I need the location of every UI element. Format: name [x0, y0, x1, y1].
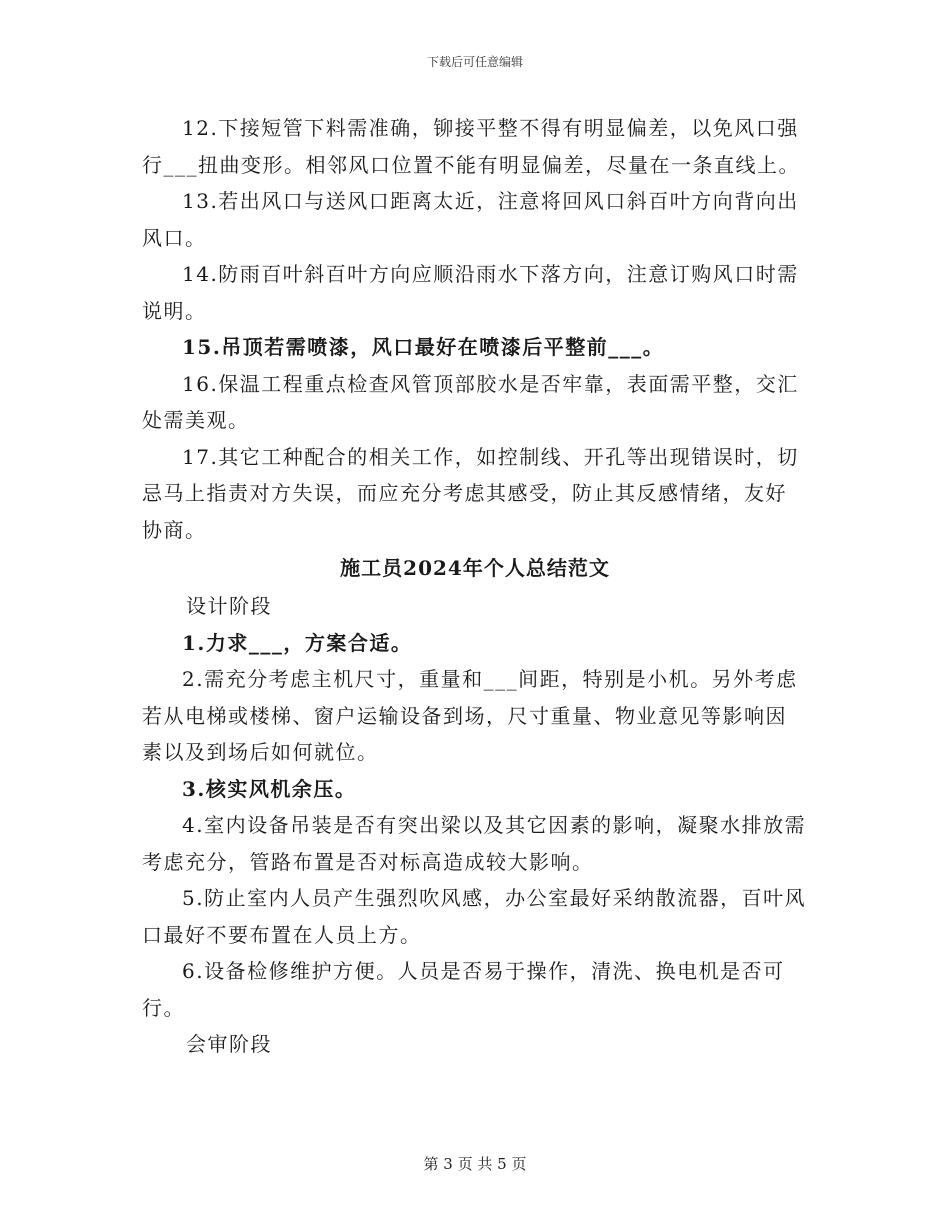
- list-item-5: 5.防止室内人员产生强烈吹风感，办公室最好采纳散流器，百叶风口最好不要布置在人员上方。: [142, 886, 807, 947]
- list-item-2: 2.需充分考虑主机尺寸，重量和___间距，特别是小机。另外考虑若从电梯或楼梯、窗户运输设备到场，尺寸重量、物业意见等影响因素以及到场后如何就位。: [142, 667, 798, 764]
- header-note: 下载后可任意编辑: [426, 55, 523, 69]
- list-item-3: 3.核实风机余压。: [182, 776, 357, 801]
- list-item-14: 14.防雨百叶斜百叶方向应顺沿雨水下落方向，注意订购风口时需说明。: [142, 262, 799, 323]
- stage-heading-review: 会审阶段: [186, 1032, 272, 1056]
- list-item-1: 1.力求___，方案合适。: [182, 630, 413, 655]
- list-item-12: 12.下接短管下料需准确，铆接平整不得有明显偏差，以免风口强行___扭曲变形。相邻风口位置不能有明显偏差，尽量在一条直线上。: [142, 116, 800, 177]
- list-item-6: 6.设备检修维护方便。人员是否易于操作，清洗、换电机是否可行。: [142, 959, 785, 1020]
- list-item-15: 15.吊顶若需喷漆，风口最好在喷漆后平整前___。: [182, 335, 665, 359]
- list-item-17: 17.其它工种配合的相关工作，如控制线、开孔等出现错误时，切忌马上指责对方失误，而应充分考虑其感受，防止其反感情绪，友好协商。: [142, 444, 799, 542]
- list-item-16: 16.保温工程重点检查风管顶部胶水是否牢靠，表面需平整，交汇处需美观。: [142, 371, 799, 432]
- page-number: 第 3 页 共 5 页: [423, 1155, 527, 1173]
- article-title: 施工员2024年个人总结范文: [340, 556, 610, 580]
- list-item-4: 4.室内设备吊装是否有突出梁以及其它因素的影响，凝聚水排放需考虑充分，管路布置是否对标高造成较大影响。: [142, 813, 807, 874]
- document-body: [142, 110, 808, 1063]
- stage-heading-design: 设计阶段: [186, 594, 272, 618]
- list-item-13: 13.若出风口与送风口距离太近，注意将回风口斜百叶方向背向出风口。: [142, 189, 799, 250]
